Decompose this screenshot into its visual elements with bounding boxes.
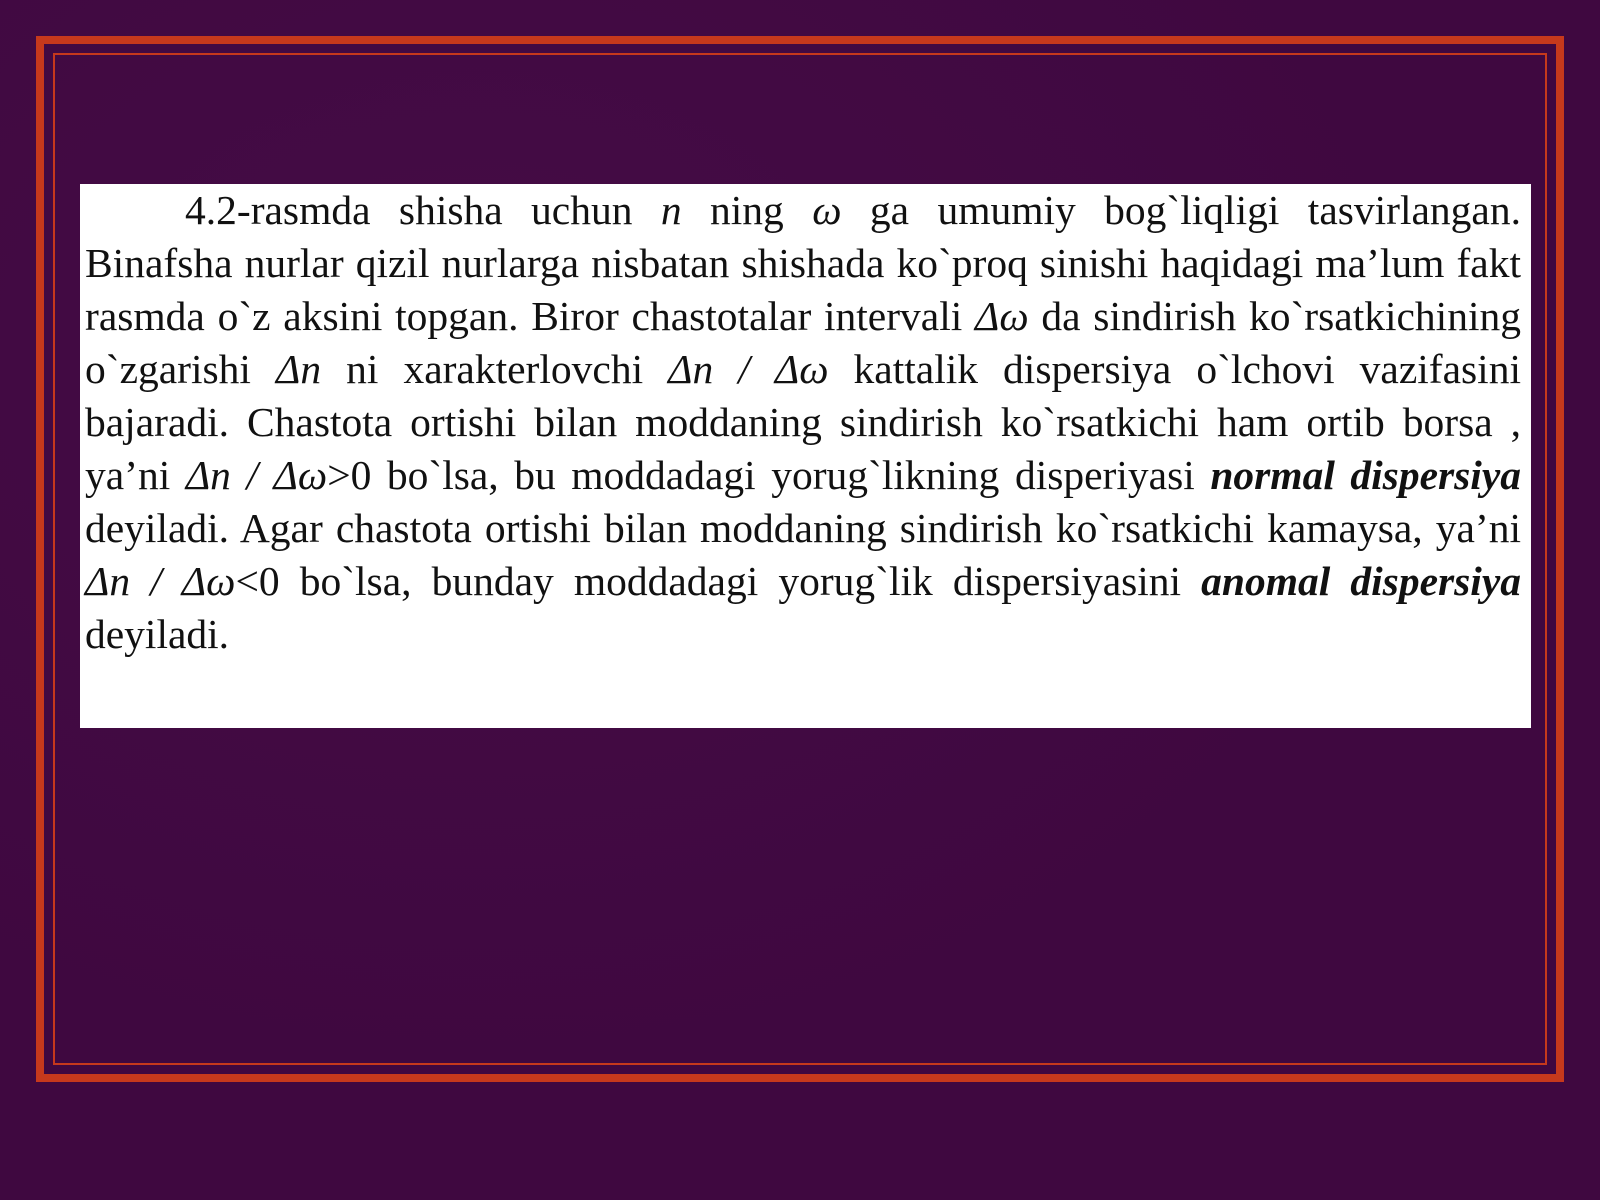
math-omega: ω (812, 187, 842, 233)
text-run: ga umumiy bog`liqligi tasvirlangan. Binafsha nurlar qizil nurlarga nisbatan shishada ko`proq sinishi haqidagi ma’lum fakt rasmda o`z aksini topgan. Biror chastotalar intervali (85, 187, 1521, 339)
math-ratio: Δn / Δω (668, 346, 829, 392)
body-paragraph (85, 184, 1521, 661)
term-anomal-dispersiya: anomal dispersiya (1201, 558, 1521, 604)
math-n: n (660, 187, 682, 233)
term-normal-dispersiya: normal dispersiya (1210, 452, 1521, 498)
text-run: <0 bo`lsa, bunday moddadagi yorug`lik dispersiyasini (235, 558, 1202, 604)
text-run: deyiladi. (85, 611, 230, 657)
text-run: deyiladi. Agar chastota ortishi bilan moddaning sindirish ko`rsatkichi kamaysa, ya’ni (85, 505, 1521, 551)
math-ratio: Δn / Δω (185, 452, 328, 498)
text-run: 4.2-rasmda shisha uchun (185, 187, 661, 233)
math-delta-n: Δn (275, 346, 322, 392)
math-delta-omega: Δω (975, 293, 1029, 339)
text-run: kattalik dispersiya o`lchovi vazifasini bajaradi. Chastota ortishi bilan moddaning sindirish ko`rsatkichi ham ortib borsa , ya’ni (85, 346, 1521, 498)
text-run: da sindirish ko`rsatkichining o`zgarishi (85, 293, 1521, 392)
text-run: >0 bo`lsa, bu moddadagi yorug`likning disperiyasi (327, 452, 1211, 498)
math-ratio: Δn / Δω (85, 558, 236, 604)
text-run: ni xarakterlovchi (321, 346, 669, 392)
text-run: ning (681, 187, 813, 233)
text-box (80, 184, 1531, 728)
